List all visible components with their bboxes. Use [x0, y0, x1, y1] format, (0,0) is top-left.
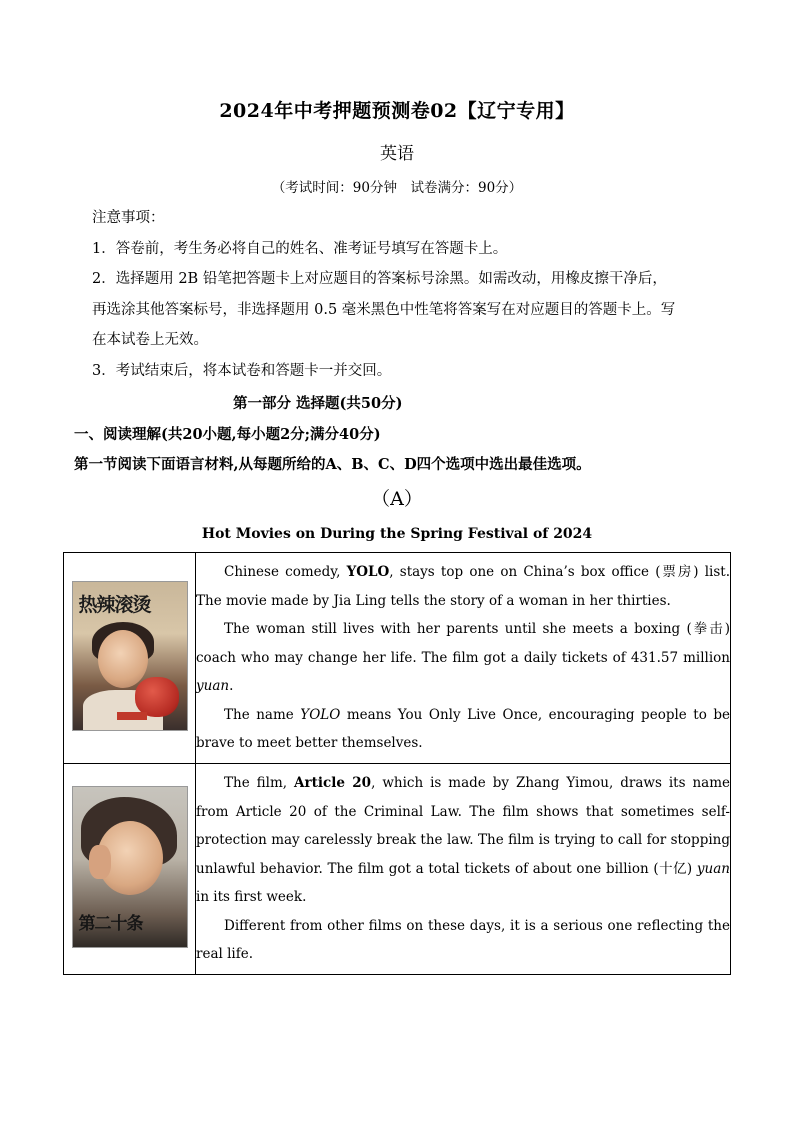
page-title: 2024年中考押题预测卷02【辽宁专用】 — [219, 100, 575, 122]
passage-label: （A） — [371, 488, 423, 510]
notes-heading: 注意事项： — [92, 210, 165, 226]
exam-info: （考试时间：90分钟 试卷满分：90分） — [271, 180, 523, 196]
paragraph: The woman still lives with her parents until she meets a boxing (拳击) coach who may change her life. The film got a daily tickets of 431.57 million yuan. — [196, 621, 730, 695]
subject-heading: 英语 — [380, 144, 414, 164]
note-item: 3．考试结束后，将本试卷和答题卡一并交回。 — [92, 362, 392, 379]
notes-block — [92, 203, 732, 386]
movie-description — [196, 553, 731, 764]
note-item-continued: 再选涂其他答案标号，非选择题用 0.5 毫米黑色中性笔将答案写在对应题目的答题卡上。写 — [92, 301, 676, 318]
note-item-continued: 在本试卷上无效。 — [92, 332, 208, 348]
yolo-poster-image — [72, 581, 188, 731]
part-title: 一、阅读理解(共20小题,每小题2分;满分40分) — [74, 426, 381, 443]
paragraph: Chinese comedy, YOLO, stays top one on China’s box office (票房) list. The movie made by Jia Ling tells the story of a woman in her thirties. — [196, 564, 730, 609]
note-item: 1．答卷前，考生务必将自己的姓名、准考证号填写在答题卡上。 — [92, 240, 508, 257]
poster-cell — [64, 764, 196, 975]
paragraph: Different from other films on these days, it is a serious one reflecting the real life. — [196, 917, 730, 963]
poster-title-art: 热辣滚烫 — [78, 594, 151, 616]
paragraph: The name YOLO means You Only Live Once, encouraging people to be brave to meet better themselves. — [196, 706, 731, 752]
note-item: 2．选择题用 2B 铅笔把答题卡上对应题目的答案标号涂黑。如需改动，用橡皮擦干净后， — [92, 271, 667, 287]
passage-title: Hot Movies on During the Spring Festival of 2024 — [201, 526, 593, 542]
poster-title-art: 第二十条 — [78, 914, 143, 934]
movie-description — [196, 764, 731, 975]
boxing-glove-icon — [135, 677, 179, 717]
poster-cell — [64, 553, 196, 764]
section-instruction: 第一节阅读下面语言材料,从每题所给的A、B、C、D四个选项中选出最佳选项。 — [74, 456, 591, 473]
paragraph: The film, Article 20, which is made by Zhang Yimou, draws its name from Article 20 of the Criminal Law. The film shows that sometimes self-protection may carelessly break the law. The film is trying to call for stopping unlawful behavior. The film got a total tickets of about one billion (十亿) yuan in its first week. — [196, 775, 730, 906]
table-row — [64, 553, 731, 764]
table-row — [64, 764, 731, 975]
article-20-poster-image — [72, 786, 188, 948]
movies-table — [63, 552, 731, 975]
section-title: 第一部分 选择题(共50分) — [233, 395, 403, 412]
